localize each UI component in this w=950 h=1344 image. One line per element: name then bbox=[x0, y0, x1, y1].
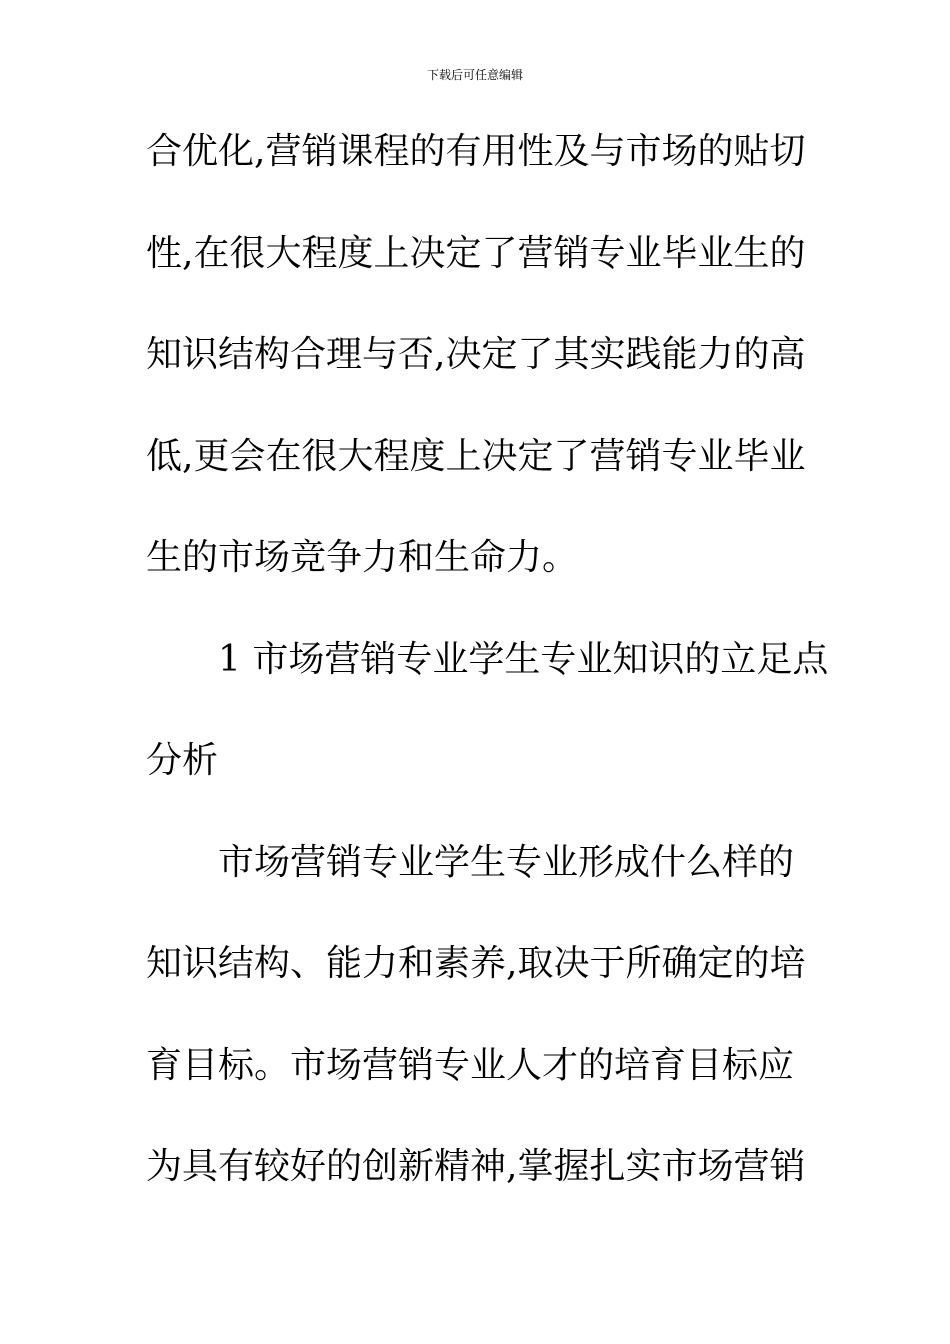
text-line: 市场营销专业学生专业形成什么样的 bbox=[218, 841, 795, 883]
text-line: 为具有较好的创新精神,掌握扎实市场营销 bbox=[146, 1146, 806, 1187]
text-line: 合优化,营销课程的有用性及与市场的贴切 bbox=[146, 131, 806, 172]
text-line: 性,在很大程度上决定了营销专业毕业生的 bbox=[146, 232, 806, 274]
text-line: 育目标。市场营销专业人才的培育目标应 bbox=[146, 1044, 795, 1086]
document-body bbox=[146, 124, 829, 1241]
section-heading: 1 市场营销专业学生专业知识的立足点 bbox=[218, 638, 829, 680]
text-line: 低,更会在很大程度上决定了营销专业毕业 bbox=[146, 435, 806, 477]
text-line: 知识结构、能力和素养,取决于所确定的培 bbox=[146, 943, 806, 984]
page-header: 下载后可任意编辑 bbox=[426, 68, 523, 82]
section-heading-continued: 分析 bbox=[146, 740, 219, 781]
text-line: 知识结构合理与否,决定了其实践能力的高 bbox=[146, 334, 806, 375]
text-line: 生的市场竞争力和生命力。 bbox=[146, 537, 579, 578]
